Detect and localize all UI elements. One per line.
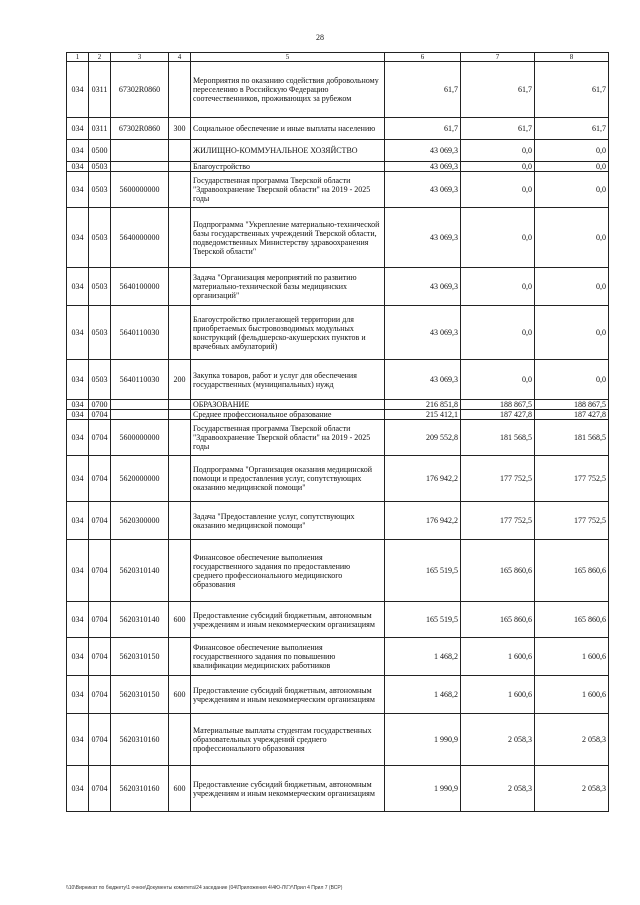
cell-target-article (111, 400, 169, 410)
cell-description: Среднее профессиональное образование (191, 410, 385, 420)
table-row (67, 456, 609, 502)
cell-section-code: 0503 (89, 268, 111, 306)
cell-amount-year2: 177 752,5 (461, 502, 535, 540)
cell-expense-type (169, 140, 191, 162)
cell-amount-year1: 165 519,5 (385, 540, 461, 602)
cell-section-code: 0704 (89, 540, 111, 602)
cell-description: Финансовое обеспечение выполнения государственного задания по повышению квалификации медицинских работников (191, 638, 385, 676)
cell-amount-year2: 61,7 (461, 118, 535, 140)
cell-expense-type (169, 714, 191, 766)
cell-section-code: 0704 (89, 714, 111, 766)
cell-amount-year2: 177 752,5 (461, 456, 535, 502)
cell-amount-year3: 177 752,5 (535, 502, 609, 540)
table-row (67, 676, 609, 714)
table-row (67, 540, 609, 602)
cell-amount-year1: 176 942,2 (385, 456, 461, 502)
cell-expense-type: 200 (169, 360, 191, 400)
cell-target-article: 67302R0860 (111, 62, 169, 118)
cell-section-code: 0311 (89, 118, 111, 140)
cell-section-code: 0704 (89, 456, 111, 502)
cell-amount-year2: 61,7 (461, 62, 535, 118)
cell-ministry-code: 034 (67, 602, 89, 638)
cell-description: Закупка товаров, работ и услуг для обеспечения государственных (муниципальных) нужд (191, 360, 385, 400)
cell-expense-type (169, 420, 191, 456)
cell-description: Благоустройство прилегающей территории для приобретаемых быстровозводимых модульных конструкций (фельдшерско-акушерских пунктов и врачебных амбулаторий) (191, 306, 385, 360)
cell-amount-year3: 0,0 (535, 360, 609, 400)
cell-ministry-code: 034 (67, 638, 89, 676)
cell-target-article: 5620300000 (111, 502, 169, 540)
cell-ministry-code: 034 (67, 400, 89, 410)
cell-amount-year1: 215 412,1 (385, 410, 461, 420)
cell-amount-year2: 181 568,5 (461, 420, 535, 456)
cell-expense-type: 600 (169, 602, 191, 638)
cell-section-code: 0704 (89, 502, 111, 540)
column-number: 2 (89, 53, 111, 62)
cell-amount-year2: 188 867,5 (461, 400, 535, 410)
table-row (67, 766, 609, 812)
cell-expense-type (169, 400, 191, 410)
cell-ministry-code: 034 (67, 766, 89, 812)
table-row (67, 360, 609, 400)
cell-ministry-code: 034 (67, 268, 89, 306)
cell-expense-type (169, 208, 191, 268)
cell-description: Подпрограмма "Укрепление материально-технической базы государственных учреждений Тверской области, подведомственных Министерству здравоохранения Тверской области" (191, 208, 385, 268)
cell-description: Материальные выплаты студентам государственных образовательных учреждений среднего профессионального образования (191, 714, 385, 766)
cell-amount-year1: 61,7 (385, 118, 461, 140)
cell-amount-year2: 0,0 (461, 268, 535, 306)
cell-ministry-code: 034 (67, 410, 89, 420)
cell-target-article (111, 162, 169, 172)
cell-target-article: 5640110030 (111, 360, 169, 400)
table-row (67, 118, 609, 140)
cell-description: Подпрограмма "Организация оказания медицинской помощи и предоставления услуг, сопутствующих оказанию медицинской помощи" (191, 456, 385, 502)
cell-target-article (111, 410, 169, 420)
budget-table (66, 52, 609, 812)
cell-amount-year3: 188 867,5 (535, 400, 609, 410)
cell-amount-year2: 0,0 (461, 208, 535, 268)
cell-expense-type (169, 638, 191, 676)
table-row (67, 400, 609, 410)
cell-section-code: 0503 (89, 172, 111, 208)
cell-ministry-code: 034 (67, 306, 89, 360)
cell-amount-year3: 177 752,5 (535, 456, 609, 502)
cell-expense-type: 600 (169, 766, 191, 812)
cell-amount-year2: 0,0 (461, 140, 535, 162)
column-number: 1 (67, 53, 89, 62)
cell-amount-year1: 43 069,3 (385, 162, 461, 172)
cell-amount-year1: 1 990,9 (385, 766, 461, 812)
cell-target-article: 5620310150 (111, 638, 169, 676)
cell-description: Предоставление субсидий бюджетным, автономным учреждениям и иным некоммерческим организациям (191, 602, 385, 638)
cell-expense-type (169, 172, 191, 208)
cell-description: ЖИЛИЩНО-КОММУНАЛЬНОЕ ХОЗЯЙСТВО (191, 140, 385, 162)
cell-section-code: 0503 (89, 306, 111, 360)
table-row (67, 208, 609, 268)
cell-amount-year1: 43 069,3 (385, 172, 461, 208)
cell-description: Финансовое обеспечение выполнения государственного задания по предоставлению среднего профессионального медицинского образования (191, 540, 385, 602)
cell-section-code: 0311 (89, 62, 111, 118)
cell-section-code: 0704 (89, 420, 111, 456)
table-row (67, 502, 609, 540)
cell-amount-year1: 43 069,3 (385, 360, 461, 400)
cell-amount-year2: 2 058,3 (461, 714, 535, 766)
table-row (67, 140, 609, 162)
cell-target-article: 5640000000 (111, 208, 169, 268)
cell-amount-year2: 1 600,6 (461, 638, 535, 676)
cell-expense-type (169, 162, 191, 172)
cell-amount-year1: 209 552,8 (385, 420, 461, 456)
cell-description: ОБРАЗОВАНИЕ (191, 400, 385, 410)
file-path-footer: \\10\Вирникат по бюджету\1 очное\Документы комитета\24 заседание (04\Приложения 4\4Ю-Л\ГУ\Прил 4 Прил 7 (ВСР) (66, 885, 343, 891)
cell-section-code: 0704 (89, 410, 111, 420)
cell-expense-type (169, 306, 191, 360)
cell-amount-year1: 1 468,2 (385, 676, 461, 714)
cell-amount-year2: 0,0 (461, 162, 535, 172)
cell-amount-year1: 1 990,9 (385, 714, 461, 766)
cell-section-code: 0704 (89, 766, 111, 812)
cell-amount-year3: 0,0 (535, 306, 609, 360)
cell-ministry-code: 034 (67, 676, 89, 714)
cell-amount-year3: 1 600,6 (535, 676, 609, 714)
cell-amount-year3: 1 600,6 (535, 638, 609, 676)
cell-target-article: 5640110030 (111, 306, 169, 360)
cell-amount-year2: 0,0 (461, 172, 535, 208)
cell-description: Социальное обеспечение и иные выплаты населению (191, 118, 385, 140)
cell-amount-year2: 165 860,6 (461, 602, 535, 638)
cell-target-article (111, 140, 169, 162)
table-row (67, 306, 609, 360)
table-row (67, 62, 609, 118)
cell-expense-type (169, 62, 191, 118)
cell-expense-type (169, 410, 191, 420)
table-row (67, 162, 609, 172)
cell-amount-year1: 216 851,8 (385, 400, 461, 410)
cell-amount-year3: 0,0 (535, 172, 609, 208)
cell-amount-year1: 61,7 (385, 62, 461, 118)
cell-amount-year1: 43 069,3 (385, 306, 461, 360)
cell-target-article: 5620310140 (111, 540, 169, 602)
cell-ministry-code: 034 (67, 172, 89, 208)
cell-expense-type (169, 502, 191, 540)
cell-description: Предоставление субсидий бюджетным, автономным учреждениям и иным некоммерческим организациям (191, 676, 385, 714)
cell-section-code: 0500 (89, 140, 111, 162)
cell-amount-year1: 43 069,3 (385, 208, 461, 268)
table-row (67, 268, 609, 306)
cell-amount-year3: 165 860,6 (535, 602, 609, 638)
cell-amount-year3: 2 058,3 (535, 714, 609, 766)
cell-amount-year2: 0,0 (461, 360, 535, 400)
cell-amount-year1: 43 069,3 (385, 140, 461, 162)
cell-ministry-code: 034 (67, 62, 89, 118)
cell-amount-year3: 0,0 (535, 162, 609, 172)
cell-section-code: 0503 (89, 208, 111, 268)
cell-expense-type: 600 (169, 676, 191, 714)
cell-expense-type (169, 540, 191, 602)
cell-amount-year3: 2 058,3 (535, 766, 609, 812)
cell-amount-year1: 1 468,2 (385, 638, 461, 676)
column-number: 5 (191, 53, 385, 62)
cell-description: Государственная программа Тверской области "Здравоохранение Тверской области" на 2019 - 2025 годы (191, 420, 385, 456)
cell-target-article: 5620310160 (111, 766, 169, 812)
table-row (67, 602, 609, 638)
cell-ministry-code: 034 (67, 540, 89, 602)
cell-amount-year2: 2 058,3 (461, 766, 535, 812)
cell-target-article: 5600000000 (111, 420, 169, 456)
cell-section-code: 0704 (89, 638, 111, 676)
cell-amount-year3: 187 427,8 (535, 410, 609, 420)
table-row (67, 172, 609, 208)
cell-description: Предоставление субсидий бюджетным, автономным учреждениям и иным некоммерческим организациям (191, 766, 385, 812)
cell-target-article: 5640100000 (111, 268, 169, 306)
cell-ministry-code: 034 (67, 502, 89, 540)
cell-amount-year3: 165 860,6 (535, 540, 609, 602)
cell-target-article: 5620310160 (111, 714, 169, 766)
cell-expense-type (169, 268, 191, 306)
cell-expense-type (169, 456, 191, 502)
cell-section-code: 0503 (89, 360, 111, 400)
column-number: 8 (535, 53, 609, 62)
cell-section-code: 0704 (89, 676, 111, 714)
cell-ministry-code: 034 (67, 140, 89, 162)
cell-ministry-code: 034 (67, 118, 89, 140)
cell-ministry-code: 034 (67, 208, 89, 268)
table-row (67, 410, 609, 420)
cell-amount-year2: 165 860,6 (461, 540, 535, 602)
cell-ministry-code: 034 (67, 714, 89, 766)
cell-amount-year3: 0,0 (535, 140, 609, 162)
cell-target-article: 67302R0860 (111, 118, 169, 140)
cell-target-article: 5600000000 (111, 172, 169, 208)
cell-expense-type: 300 (169, 118, 191, 140)
cell-target-article: 5620310140 (111, 602, 169, 638)
cell-amount-year2: 1 600,6 (461, 676, 535, 714)
cell-amount-year3: 181 568,5 (535, 420, 609, 456)
cell-amount-year2: 0,0 (461, 306, 535, 360)
cell-description: Задача "Организация мероприятий по развитию материально-технической базы медицинских организаций" (191, 268, 385, 306)
cell-description: Мероприятия по оказанию содействия добровольному переселению в Российскую Федерацию соотечественников, проживающих за рубежом (191, 62, 385, 118)
column-number: 7 (461, 53, 535, 62)
table-row (67, 714, 609, 766)
column-number: 6 (385, 53, 461, 62)
cell-amount-year1: 176 942,2 (385, 502, 461, 540)
table-row (67, 420, 609, 456)
cell-target-article: 5620000000 (111, 456, 169, 502)
table-row (67, 638, 609, 676)
cell-ministry-code: 034 (67, 456, 89, 502)
cell-amount-year1: 165 519,5 (385, 602, 461, 638)
column-number: 3 (111, 53, 169, 62)
column-number: 4 (169, 53, 191, 62)
cell-section-code: 0704 (89, 602, 111, 638)
cell-section-code: 0503 (89, 162, 111, 172)
cell-amount-year1: 43 069,3 (385, 268, 461, 306)
cell-amount-year3: 0,0 (535, 268, 609, 306)
page-number: 28 (316, 33, 324, 42)
cell-amount-year3: 61,7 (535, 62, 609, 118)
cell-ministry-code: 034 (67, 420, 89, 456)
column-number-row (67, 53, 609, 62)
cell-section-code: 0700 (89, 400, 111, 410)
cell-amount-year2: 187 427,8 (461, 410, 535, 420)
cell-description: Благоустройство (191, 162, 385, 172)
cell-ministry-code: 034 (67, 162, 89, 172)
cell-description: Задача "Предоставление услуг, сопутствующих оказанию медицинской помощи" (191, 502, 385, 540)
cell-amount-year3: 61,7 (535, 118, 609, 140)
cell-target-article: 5620310150 (111, 676, 169, 714)
cell-description: Государственная программа Тверской области "Здравоохранение Тверской области" на 2019 - 2025 годы (191, 172, 385, 208)
cell-ministry-code: 034 (67, 360, 89, 400)
cell-amount-year3: 0,0 (535, 208, 609, 268)
